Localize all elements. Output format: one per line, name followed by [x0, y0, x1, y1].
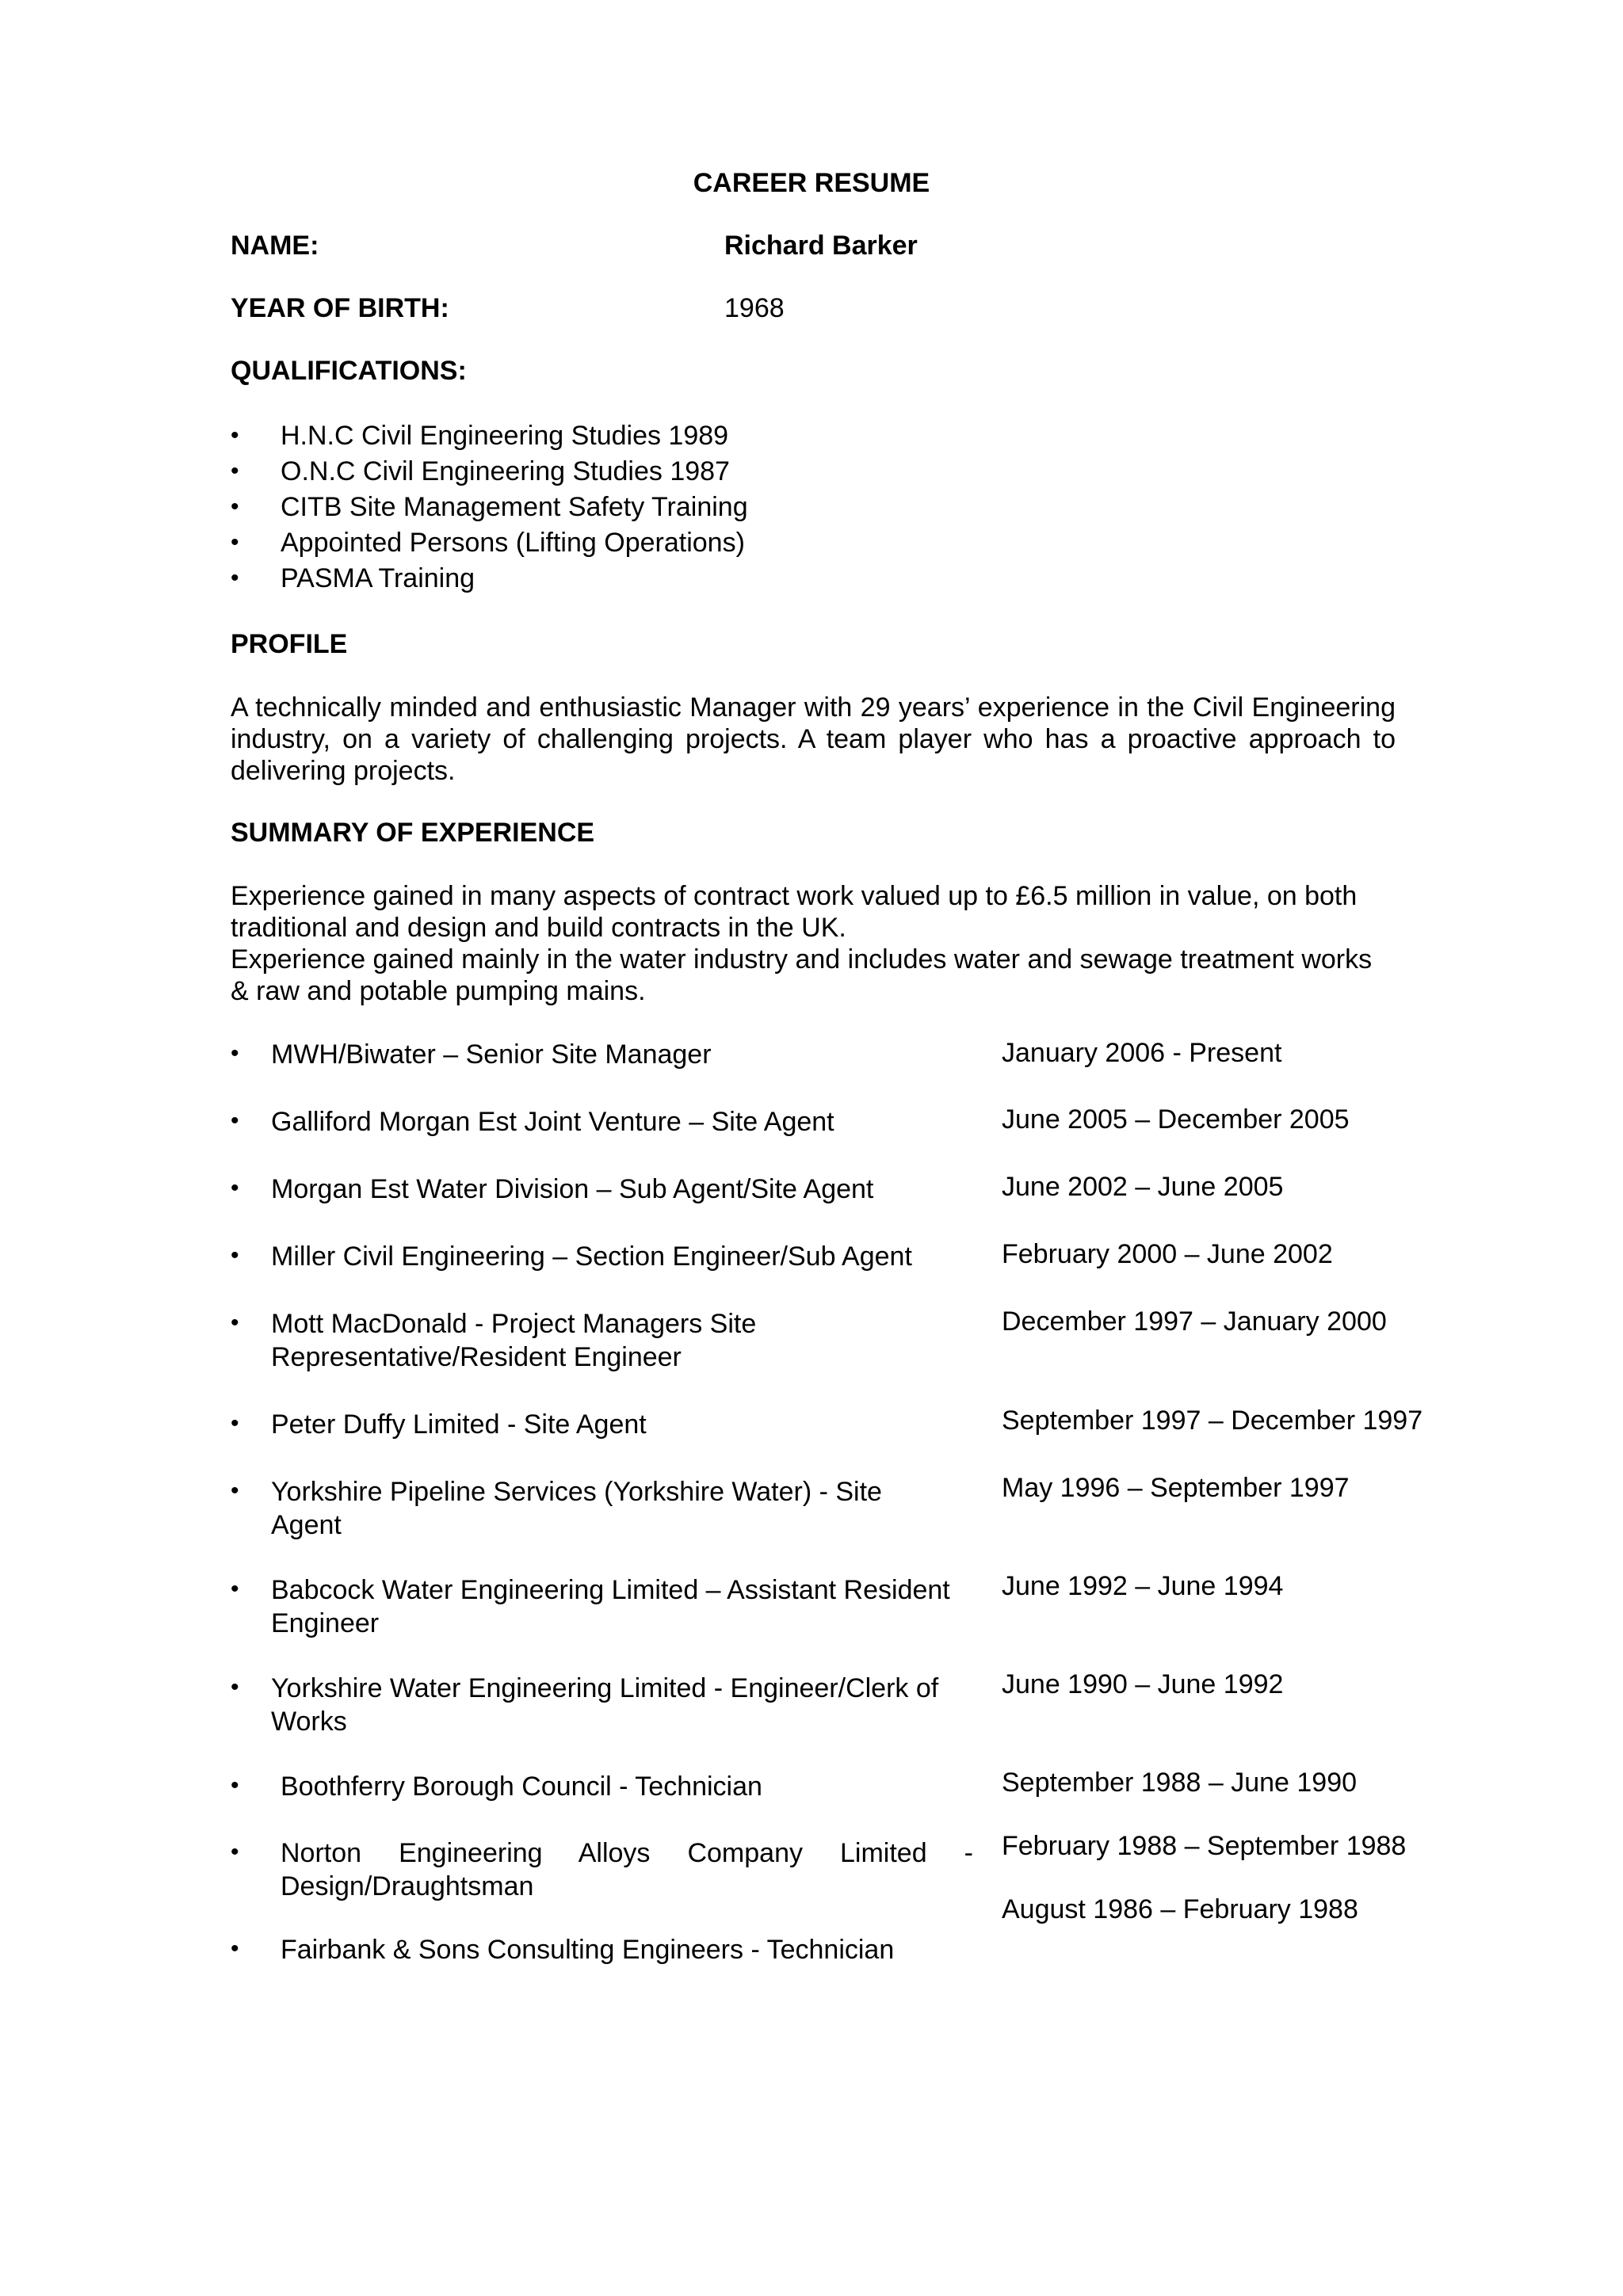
job-dates: June 1990 – June 1992 [1002, 1669, 1284, 1699]
job-dates: August 1986 – February 1988 [1002, 1894, 1358, 1924]
job-dates: December 1997 – January 2000 [1002, 1306, 1387, 1337]
job-title: Yorkshire Water Engineering Limited - Engineer/Clerk of Works [271, 1673, 939, 1737]
job-dates: January 2006 - Present [1002, 1038, 1282, 1068]
bullet-icon: • [231, 1410, 239, 1436]
job-dates: February 1988 – September 1988 [1002, 1831, 1407, 1861]
qualification-text: O.N.C Civil Engineering Studies 1987 [281, 456, 730, 486]
bullet-icon: • [231, 1772, 239, 1798]
profile-heading: PROFILE [231, 629, 348, 659]
summary-heading: SUMMARY OF EXPERIENCE [231, 818, 595, 848]
qualification-text: CITB Site Management Safety Training [281, 492, 748, 522]
bullet-icon: • [231, 494, 239, 520]
name-label: NAME: [231, 231, 319, 261]
job-dates: September 1997 – December 1997 [1002, 1405, 1423, 1436]
bullet-icon: • [231, 458, 239, 484]
qualification-text: PASMA Training [281, 563, 475, 593]
summary-paragraph-1: Experience gained in many aspects of contract work valued up to £6.5 million in value, on both traditional and design and build contracts in the UK. [231, 881, 1358, 943]
job-dates: June 2005 – December 2005 [1002, 1104, 1350, 1135]
birth-year-value: 1968 [724, 293, 785, 323]
name-value: Richard Barker [724, 231, 918, 261]
summary-paragraph-2: Experience gained mainly in the water industry and includes water and sewage treatment works & raw and potable pumping mains. [231, 944, 1373, 1006]
job-dates: June 2002 – June 2005 [1002, 1172, 1284, 1202]
bullet-icon: • [231, 1108, 239, 1134]
birth-year-label: YEAR OF BIRTH: [231, 293, 449, 323]
job-title: Boothferry Borough Council - Technician [281, 1772, 762, 1802]
profile-paragraph: A technically minded and enthusiastic Manager with 29 years’ experience in the Civil Engineering industry, on a variety of challenging projects. A team player who has a proactive approach to delivering projects. [231, 692, 1396, 786]
bullet-icon: • [231, 1576, 239, 1602]
job-dates: May 1996 – September 1997 [1002, 1473, 1350, 1503]
job-title: Yorkshire Pipeline Services (Yorkshire Water) - Site Agent [271, 1477, 882, 1540]
job-title: Babcock Water Engineering Limited – Assistant Resident Engineer [271, 1575, 950, 1638]
job-title: Norton Engineering Alloys Company Limited - Design/Draughtsman [281, 1838, 973, 1901]
job-dates: February 2000 – June 2002 [1002, 1239, 1333, 1269]
job-title: Fairbank & Sons Consulting Engineers - Technician [281, 1935, 895, 1965]
job-dates: September 1988 – June 1990 [1002, 1768, 1358, 1798]
bullet-icon: • [231, 565, 239, 591]
bullet-icon: • [231, 1040, 239, 1066]
bullet-icon: • [231, 1175, 239, 1201]
qualification-text: Appointed Persons (Lifting Operations) [281, 528, 745, 558]
bullet-icon: • [231, 529, 239, 555]
job-title: Galliford Morgan Est Joint Venture – Site Agent [271, 1107, 834, 1137]
qualification-text: H.N.C Civil Engineering Studies 1989 [281, 421, 729, 451]
bullet-icon: • [231, 1936, 239, 1962]
job-title: Peter Duffy Limited - Site Agent [271, 1409, 647, 1440]
bullet-icon: • [231, 1242, 239, 1268]
bullet-icon: • [231, 422, 239, 448]
bullet-icon: • [231, 1310, 239, 1336]
bullet-icon: • [231, 1478, 239, 1504]
job-title: Miller Civil Engineering – Section Engineer/Sub Agent [271, 1241, 912, 1272]
qualifications-heading: QUALIFICATIONS: [231, 356, 467, 386]
bullet-icon: • [231, 1674, 239, 1700]
job-title: Mott MacDonald - Project Managers Site Representative/Resident Engineer [271, 1309, 757, 1372]
document-title: CAREER RESUME [693, 168, 930, 198]
job-title: MWH/Biwater – Senior Site Manager [271, 1039, 712, 1070]
job-title: Morgan Est Water Division – Sub Agent/Site Agent [271, 1174, 874, 1204]
bullet-icon: • [231, 1839, 239, 1865]
job-dates: June 1992 – June 1994 [1002, 1571, 1284, 1601]
